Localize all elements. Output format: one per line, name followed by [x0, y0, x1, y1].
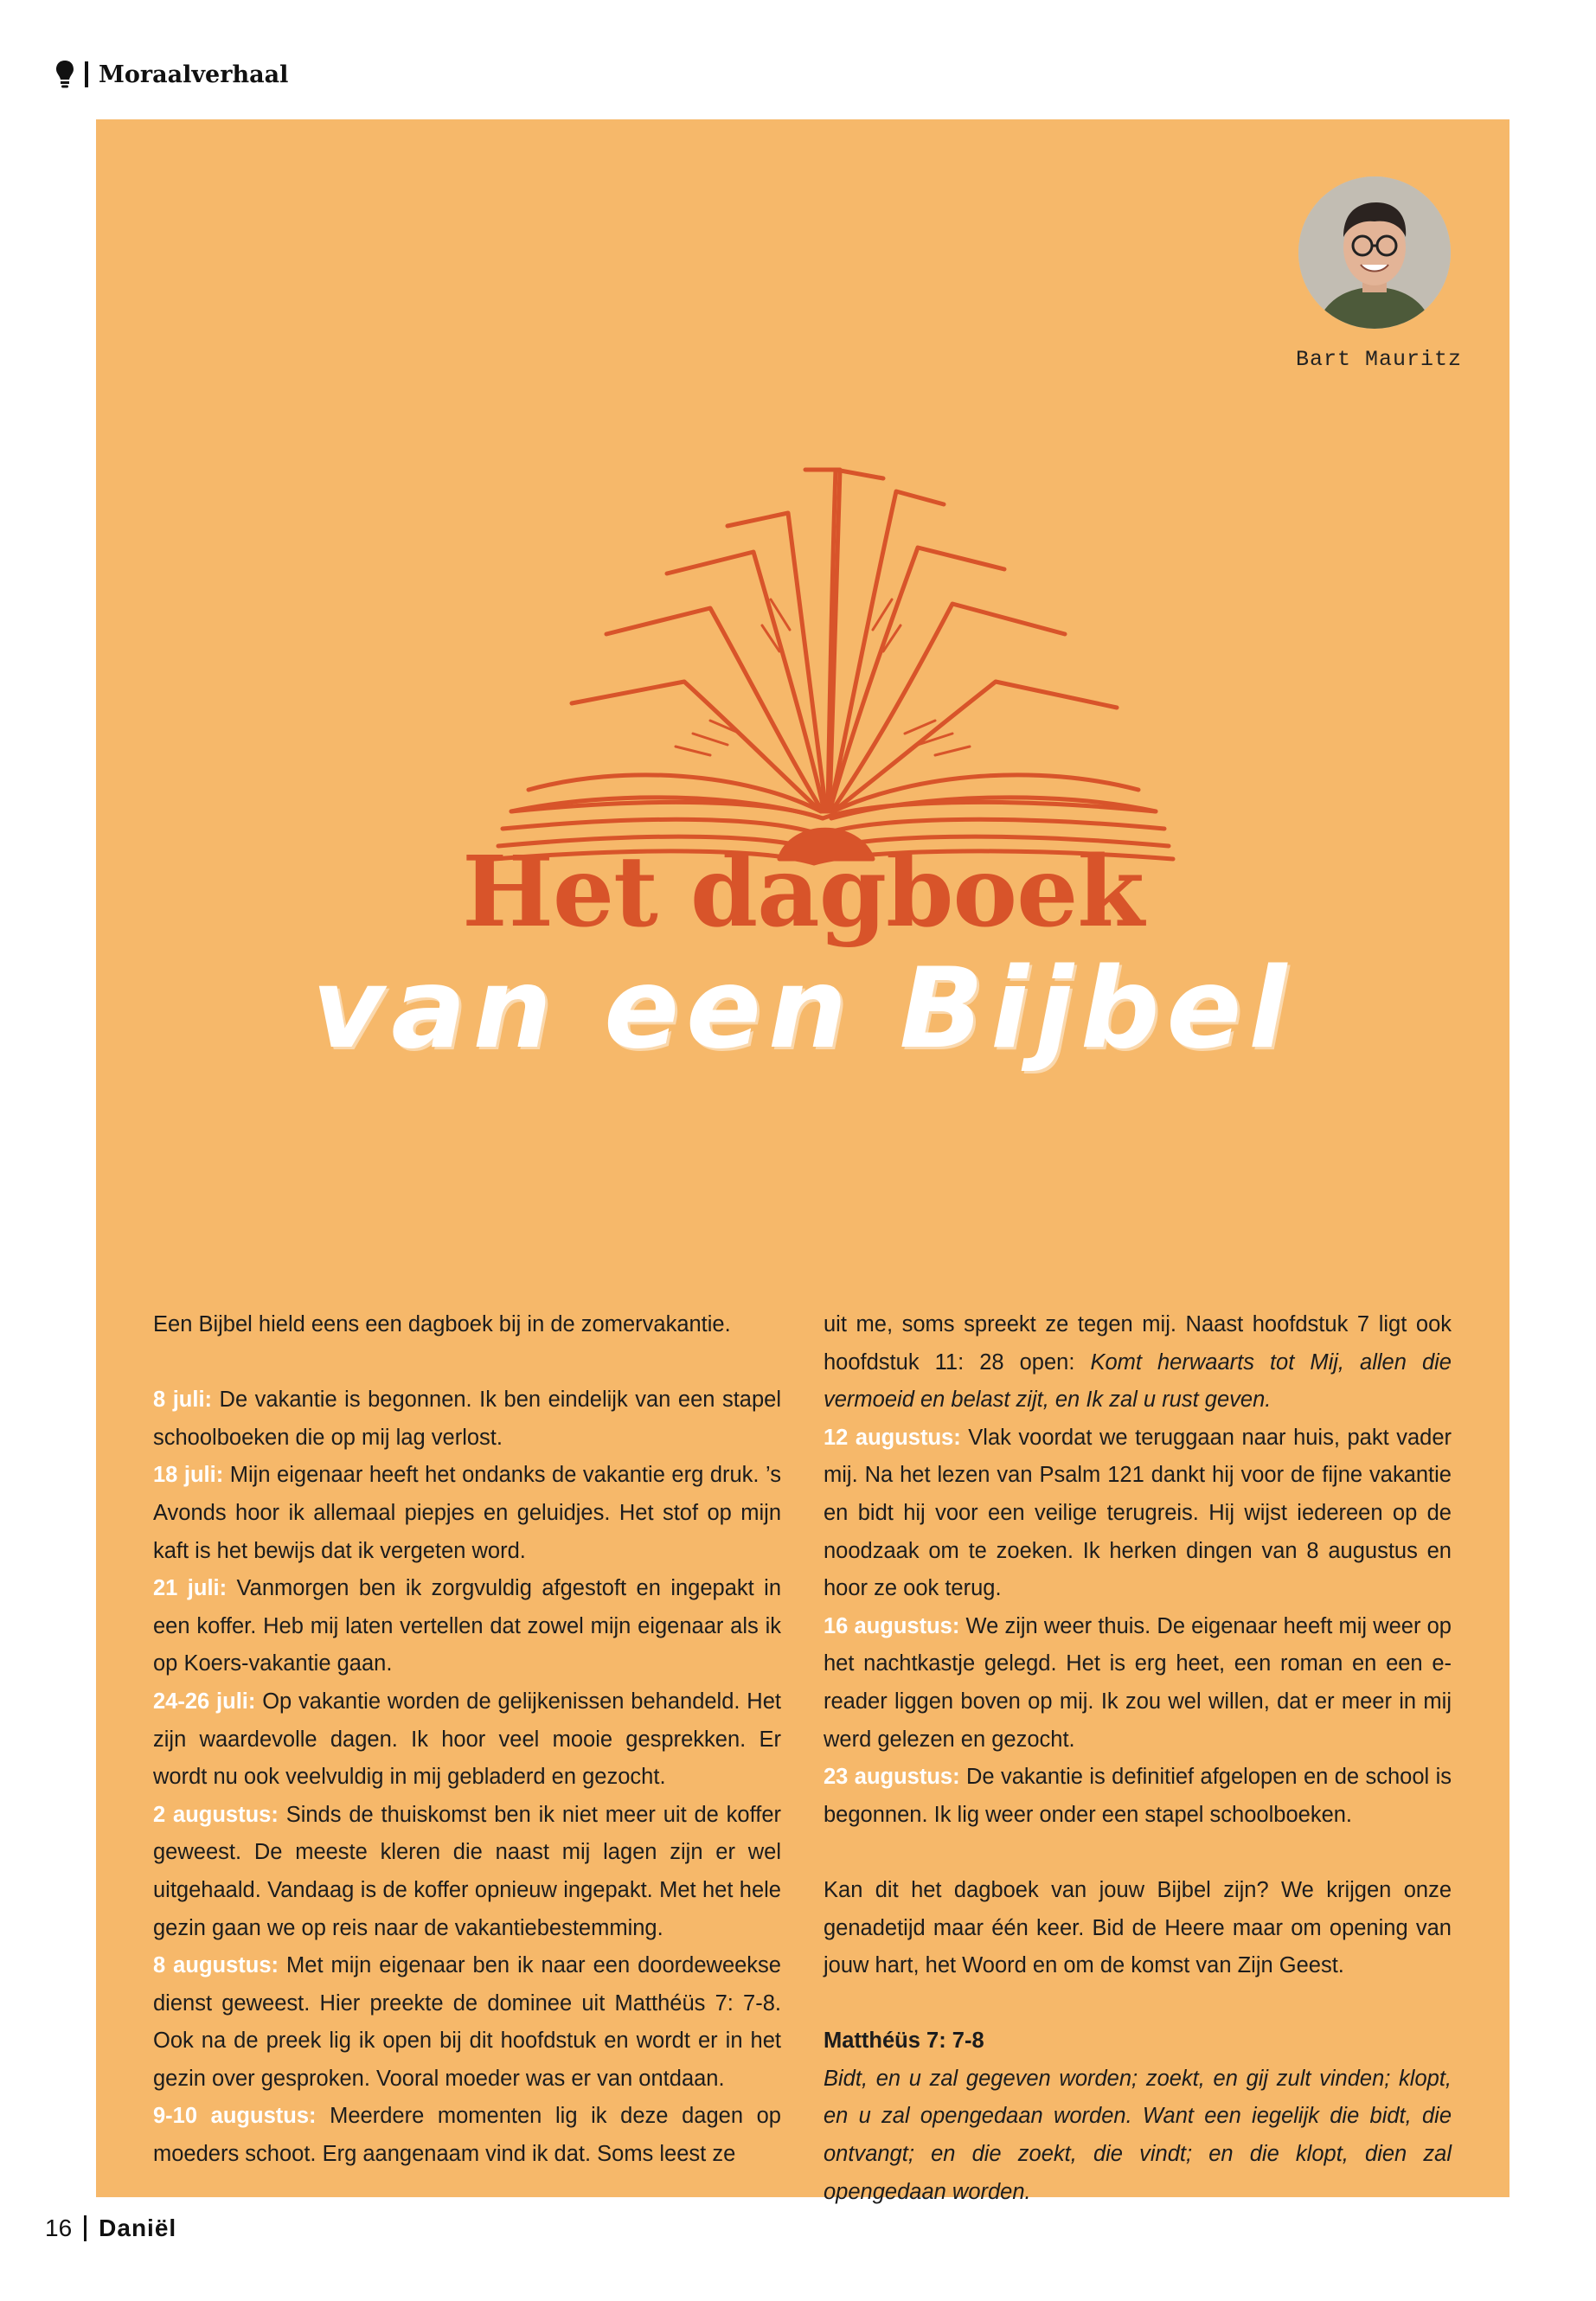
section-label: Moraalverhaal	[99, 61, 289, 88]
diary-entry	[153, 1381, 781, 1457]
entry-date: 2 augustus:	[153, 1802, 279, 1827]
closing-paragraph: Kan dit het dagboek van jouw Bijbel zijn? We krijgen onze genadetijd maar één keer. Bid de Heere maar om opening van jouw hart, het Woord en om de komst van Zijn Geest.	[824, 1877, 1452, 1978]
entry-text: We zijn weer thuis. De eigenaar heeft mij weer op het nachtkastje gelegd. Het is erg heet, een roman en een e-reader liggen boven op mij. Ik zou wel willen, dat er meer in mij werd gelezen en gezocht.	[824, 1613, 1452, 1752]
article-column-left	[153, 1306, 781, 2174]
article-column-right	[824, 1306, 1452, 2211]
diary-entry	[153, 1457, 781, 1570]
author-name: Bart Mauritz	[1295, 347, 1462, 372]
page-footer	[45, 2213, 176, 2244]
entry-date: 8 augustus:	[153, 1953, 279, 1978]
article-panel	[96, 119, 1509, 2204]
lightbulb-icon	[55, 60, 74, 89]
entry-text: Met mijn eigenaar ben ik naar een doordeweekse dienst geweest. Hier preekte de dominee uit Matthéüs 7: 7-8. Ook na de preek lig ik open bij dit hoofdstuk en wordt er in het gezin over gesproken. Vooral moeder was er van ontdaan.	[153, 1953, 781, 2091]
open-book-illustration	[399, 340, 1264, 894]
reference-title: Matthéüs 7: 7-8	[824, 2029, 984, 2054]
article-title: Het dagboek	[462, 836, 1144, 949]
article-subtitle: van een Bijbel	[311, 945, 1294, 1074]
reference-quote: Bidt, en u zal gegeven worden; zoekt, en gij zult vinden; klopt, en u zal opengedaan worden. Want een iegelijk die bidt, die ontvangt; en die zoekt, die vindt; en die klopt, dien zal opengedaan worden.	[824, 2066, 1452, 2204]
entry-date: 18 juli:	[153, 1463, 224, 1488]
entry-text: Vlak voordat we teruggaan naar huis, pakt vader mij. Na het lezen van Psalm 121 dankt hij voor de fijne vakantie en bidt hij voor een veilige terugreis. Hij wijst iedereen op de noodzaak om te zoeken. Ik herken dingen van 8 augustus en hoor ze ook terug.	[824, 1425, 1452, 1601]
entry-text: De vakantie is begonnen. Ik ben eindelijk van een stapel schoolboeken die op mij lag verlost.	[153, 1388, 781, 1450]
diary-entry	[153, 1947, 781, 2098]
diary-entry	[153, 1683, 781, 1797]
intro-paragraph: Een Bijbel hield eens een dagboek bij in de zomervakantie.	[153, 1312, 731, 1336]
author-avatar	[1298, 176, 1451, 329]
magazine-name: Daniël	[99, 2214, 177, 2241]
diary-entry	[153, 1570, 781, 1683]
diary-entry	[824, 1759, 1452, 1834]
entry-text: Vanmorgen ben ik zorgvuldig afgestoft en ingepakt in een koffer. Heb mij laten vertellen dat zowel mijn eigenaar als ik op Koers-vakantie gaan.	[153, 1576, 781, 1676]
entry-date: 23 augustus:	[824, 1765, 960, 1790]
continuation-text: uit me, soms spreekt ze tegen mij. Naast hoofdstuk 7 ligt ook hoofdstuk 11: 28 open:	[824, 1312, 1452, 1375]
diary-entry	[824, 1608, 1452, 1759]
bible-quote: Komt herwaarts tot Mij, allen die vermoeid en belast zijt, en Ik zal u rust geven.	[824, 1349, 1452, 1413]
header-divider	[85, 61, 88, 87]
entry-text: Op vakantie worden de gelijkenissen behandeld. Het zijn waardevolle dagen. Ik hoor veel mooie gesprekken. Er wordt nu ook veelvuldig in mij gebladerd en gezocht.	[153, 1689, 781, 1790]
entry-date: 24-26 juli:	[153, 1689, 256, 1714]
diary-entry-continuation	[824, 1306, 1452, 1420]
section-header	[55, 57, 288, 92]
entry-date: 9-10 augustus:	[153, 2104, 317, 2129]
entry-text: Meerdere momenten lig ik deze dagen op moeders schoot. Erg aangenaam vind ik dat. Soms leest ze	[153, 2104, 781, 2167]
page-number: 16	[45, 2214, 73, 2241]
entry-date: 16 augustus:	[824, 1613, 960, 1638]
entry-text: De vakantie is definitief afgelopen en de school is begonnen. Ik lig weer onder een stapel schoolboeken.	[824, 1765, 1452, 1827]
entry-date: 12 augustus:	[824, 1425, 961, 1450]
diary-entry	[824, 1420, 1452, 1608]
diary-entry	[153, 2098, 781, 2173]
entry-date: 21 juli:	[153, 1576, 228, 1601]
diary-entry	[153, 1797, 781, 1947]
entry-text: Mijn eigenaar heeft het ondanks de vakantie erg druk. ’s Avonds hoor ik allemaal piepjes en geluidjes. Het stof op mijn kaft is het bewijs dat ik vergeten word.	[153, 1463, 782, 1563]
entry-date: 8 juli:	[153, 1388, 213, 1413]
entry-text: Sinds de thuiskomst ben ik niet meer uit de koffer geweest. De meeste kleren die naast mij lagen zijn er wel uitgehaald. Vandaag is de koffer opnieuw ingepakt. Met het hele gezin gaan we op reis naar de vakantiebestemming.	[153, 1802, 781, 1940]
footer-divider	[84, 2215, 87, 2241]
